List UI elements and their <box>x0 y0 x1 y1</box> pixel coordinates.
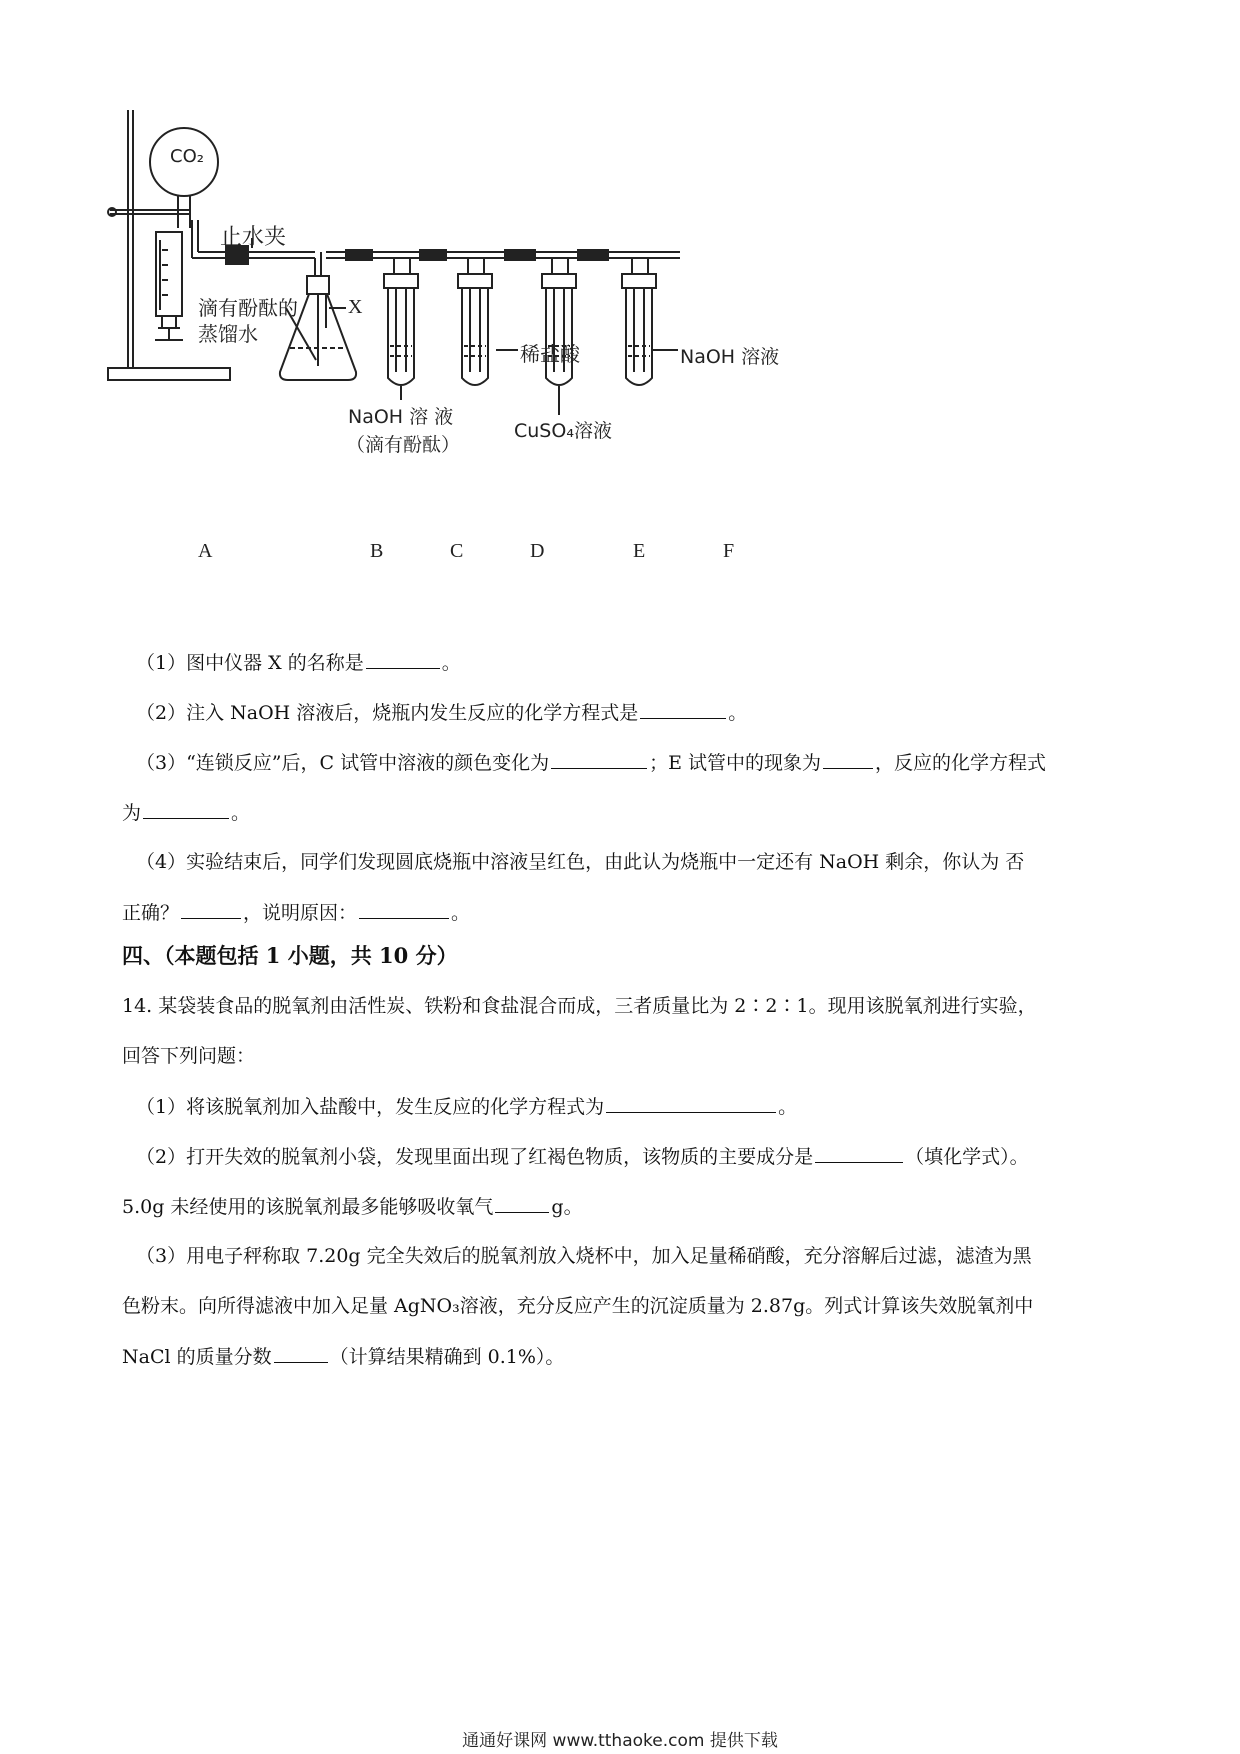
phenol-water-label-1: 滴有酚酞的 <box>198 296 298 320</box>
naoh-f-label: NaOH 溶液 <box>680 346 780 368</box>
q2-text: （2）注入 NaOH 溶液后，烧瓶内发生反应的化学方程式是 <box>136 702 639 724</box>
answer-blank[interactable] <box>359 898 449 919</box>
question-14-intro-cont: 回答下列问题： <box>122 1045 256 1067</box>
question-14-1: （1）将该脱氧剂加入盐酸中，发生反应的化学方程式为 。 <box>136 1092 1146 1121</box>
naoh-c-note: （滴有酚酞） <box>346 434 461 456</box>
question-13-3-cont: 为 。 <box>122 798 1132 827</box>
letter-a: A <box>198 540 213 562</box>
phenol-water-label-2: 蒸馏水 <box>198 322 258 346</box>
letter-d: D <box>530 540 545 562</box>
letter-b: B <box>370 540 384 562</box>
answer-blank[interactable] <box>143 798 229 819</box>
question-13-4-cont: 正确？ ，说明原因： 。 <box>122 898 1132 927</box>
section-heading: 四、（本题包括 1 小题，共 10 分） <box>122 943 458 968</box>
answer-blank[interactable] <box>181 898 241 919</box>
question-13-4 <box>136 848 1146 876</box>
letter-e: E <box>633 540 646 562</box>
co2-label: CO₂ <box>170 146 204 167</box>
q3-text: （3）“连锁反应”后，C 试管中溶液的颜色变化为 <box>136 752 550 774</box>
instrument-x-label: X <box>348 296 363 318</box>
answer-blank[interactable] <box>366 648 440 669</box>
cuso4-label: CuSO₄溶液 <box>514 420 612 442</box>
question-14-intro: 14. 某袋装食品的脱氧剂由活性炭、铁粉和食盐混合而成，三者质量比为 2∶2∶1。现用该脱氧剂进行实验， <box>122 995 1037 1017</box>
answer-blank[interactable] <box>606 1092 776 1113</box>
letter-f: F <box>723 540 735 562</box>
page-footer: 通通好课网 www.tthaoke.com 提供下载 <box>462 1731 778 1751</box>
question-14-2: （2）打开失效的脱氧剂小袋，发现里面出现了红褐色物质，该物质的主要成分是 （填化学式）。 <box>136 1142 1146 1171</box>
answer-blank[interactable] <box>823 748 873 769</box>
water-clamp-label: 止水夹 <box>220 225 287 250</box>
answer-blank[interactable] <box>815 1142 903 1163</box>
question-14-3-cont2: NaCl 的质量分数 （计算结果精确到 0.1%）。 <box>122 1342 1132 1371</box>
question-14-3: （3）用电子秤称取 7.20g 完全失效后的脱氧剂放入烧杯中，加入足量稀硝酸，充分溶解后过滤，滤渣为黑 <box>136 1245 1032 1267</box>
question-14-3-cont: 色粉末。向所得滤液中加入足量 AgNO₃溶液，充分反应产生的沉淀质量为 2.87g。列式计算该失效脱氧剂中 <box>122 1295 1034 1317</box>
answer-blank[interactable] <box>495 1192 549 1213</box>
question-14-2-cont: 5.0g 未经使用的该脱氧剂最多能够吸收氧气 g。 <box>122 1192 1132 1221</box>
answer-blank[interactable] <box>274 1342 328 1363</box>
answer-blank[interactable] <box>551 748 647 769</box>
naoh-c-label: NaOH 溶 液 <box>348 406 454 428</box>
q1-text: （1）图中仪器 X 的名称是 <box>136 652 364 674</box>
question-13-1: （1）图中仪器 X 的名称是 。 <box>136 648 1146 677</box>
q4-text: （4）实验结束后，同学们发现圆底烧瓶中溶液呈红色，由此认为烧瓶中一定还有 NaOH 剩余，你认为 否 <box>136 851 1025 873</box>
dilute-hcl-label: 稀盐酸 <box>520 342 580 366</box>
apparatus-figure <box>100 110 860 570</box>
answer-blank[interactable] <box>640 698 726 719</box>
question-13-3: （3）“连锁反应”后，C 试管中溶液的颜色变化为 ；E 试管中的现象为 ，反应的化学方程式 <box>136 748 1146 777</box>
letter-c: C <box>450 540 464 562</box>
question-13-2: （2）注入 NaOH 溶液后，烧瓶内发生反应的化学方程式是 。 <box>136 698 1146 727</box>
